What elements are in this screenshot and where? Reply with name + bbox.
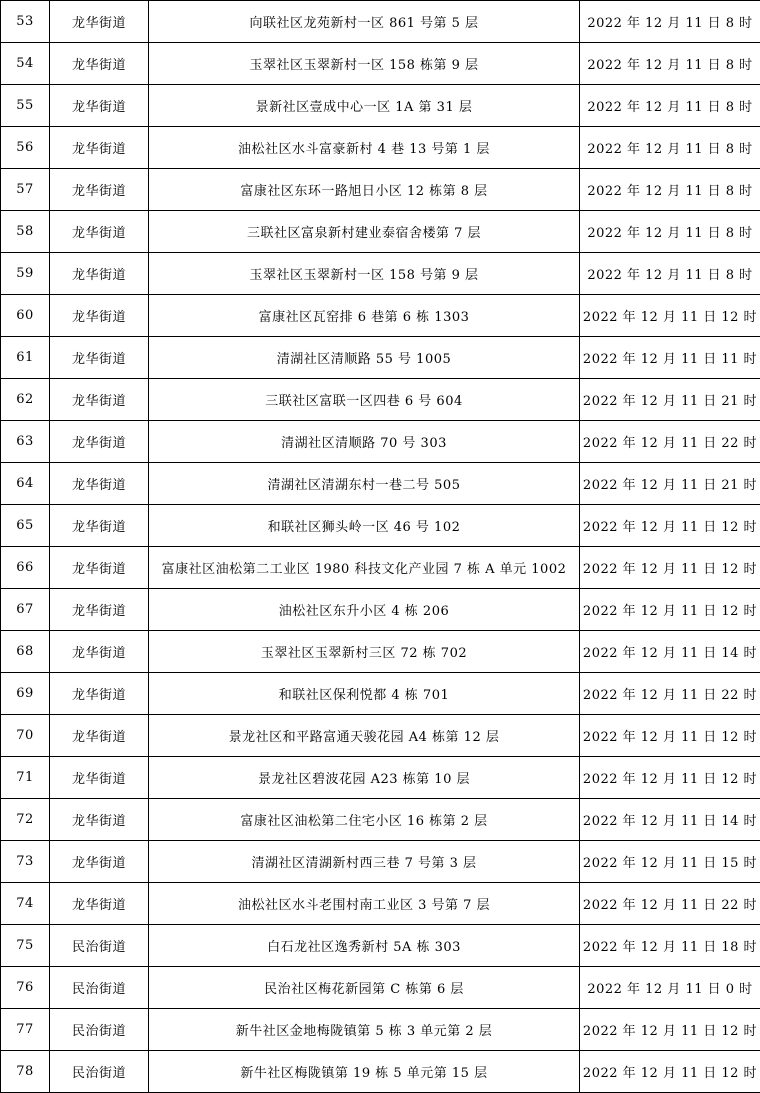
row-number-cell: 78 xyxy=(1,1051,50,1093)
street-cell: 龙华街道 xyxy=(50,1,149,43)
time-cell: 2022 年 12 月 11 日 15 时 xyxy=(580,841,760,883)
address-cell: 富康社区东环一路旭日小区 12 栋第 8 层 xyxy=(149,169,580,211)
street-cell: 龙华街道 xyxy=(50,253,149,295)
row-number-cell: 71 xyxy=(1,757,50,799)
row-number-cell: 57 xyxy=(1,169,50,211)
table-row xyxy=(1,337,760,379)
address-cell: 玉翠社区玉翠新村一区 158 号第 9 层 xyxy=(149,253,580,295)
time-cell: 2022 年 12 月 11 日 8 时 xyxy=(580,253,760,295)
table-row xyxy=(1,169,760,211)
row-number-cell: 76 xyxy=(1,967,50,1009)
row-number-cell: 69 xyxy=(1,673,50,715)
time-cell: 2022 年 12 月 11 日 12 时 xyxy=(580,505,760,547)
row-number-cell: 54 xyxy=(1,43,50,85)
address-cell: 富康社区油松第二住宅小区 16 栋第 2 层 xyxy=(149,799,580,841)
address-cell: 三联社区富泉新村建业泰宿舍楼第 7 层 xyxy=(149,211,580,253)
row-number-cell: 61 xyxy=(1,337,50,379)
street-cell: 龙华街道 xyxy=(50,589,149,631)
row-number-cell: 75 xyxy=(1,925,50,967)
table-row xyxy=(1,379,760,421)
street-cell: 民治街道 xyxy=(50,925,149,967)
table-row xyxy=(1,127,760,169)
table-row xyxy=(1,715,760,757)
street-cell: 龙华街道 xyxy=(50,883,149,925)
row-number-cell: 74 xyxy=(1,883,50,925)
street-cell: 龙华街道 xyxy=(50,127,149,169)
row-number-cell: 59 xyxy=(1,253,50,295)
address-cell: 景新社区壹成中心一区 1A 第 31 层 xyxy=(149,85,580,127)
row-number-cell: 72 xyxy=(1,799,50,841)
time-cell: 2022 年 12 月 11 日 0 时 xyxy=(580,967,760,1009)
table-row xyxy=(1,211,760,253)
street-cell: 龙华街道 xyxy=(50,211,149,253)
time-cell: 2022 年 12 月 11 日 22 时 xyxy=(580,421,760,463)
address-cell: 玉翠社区玉翠新村一区 158 栋第 9 层 xyxy=(149,43,580,85)
street-cell: 龙华街道 xyxy=(50,757,149,799)
row-number-cell: 55 xyxy=(1,85,50,127)
table-row xyxy=(1,925,760,967)
row-number-cell: 63 xyxy=(1,421,50,463)
street-cell: 民治街道 xyxy=(50,1009,149,1051)
time-cell: 2022 年 12 月 11 日 12 时 xyxy=(580,547,760,589)
table-row xyxy=(1,673,760,715)
table-row xyxy=(1,841,760,883)
street-cell: 龙华街道 xyxy=(50,295,149,337)
time-cell: 2022 年 12 月 11 日 11 时 xyxy=(580,337,760,379)
address-cell: 富康社区瓦窑排 6 巷第 6 栋 1303 xyxy=(149,295,580,337)
time-cell: 2022 年 12 月 11 日 14 时 xyxy=(580,631,760,673)
time-cell: 2022 年 12 月 11 日 12 时 xyxy=(580,295,760,337)
address-cell: 油松社区水斗富豪新村 4 巷 13 号第 1 层 xyxy=(149,127,580,169)
street-cell: 龙华街道 xyxy=(50,547,149,589)
time-cell: 2022 年 12 月 11 日 12 时 xyxy=(580,589,760,631)
address-cell: 新牛社区梅陇镇第 19 栋 5 单元第 15 层 xyxy=(149,1051,580,1093)
street-cell: 龙华街道 xyxy=(50,337,149,379)
street-cell: 龙华街道 xyxy=(50,379,149,421)
table-row xyxy=(1,1009,760,1051)
address-cell: 白石龙社区逸秀新村 5A 栋 303 xyxy=(149,925,580,967)
time-cell: 2022 年 12 月 11 日 12 时 xyxy=(580,757,760,799)
table-row xyxy=(1,589,760,631)
address-cell: 清湖社区清湖新村西三巷 7 号第 3 层 xyxy=(149,841,580,883)
time-cell: 2022 年 12 月 11 日 22 时 xyxy=(580,673,760,715)
street-cell: 龙华街道 xyxy=(50,799,149,841)
row-number-cell: 53 xyxy=(1,1,50,43)
address-cell: 富康社区油松第二工业区 1980 科技文化产业园 7 栋 A 单元 1002 xyxy=(149,547,580,589)
time-cell: 2022 年 12 月 11 日 22 时 xyxy=(580,883,760,925)
table-row xyxy=(1,1,760,43)
table-row xyxy=(1,43,760,85)
address-cell: 油松社区水斗老围村南工业区 3 号第 7 层 xyxy=(149,883,580,925)
address-cell: 和联社区保利悦都 4 栋 701 xyxy=(149,673,580,715)
time-cell: 2022 年 12 月 11 日 21 时 xyxy=(580,379,760,421)
street-cell: 龙华街道 xyxy=(50,631,149,673)
time-cell: 2022 年 12 月 11 日 8 时 xyxy=(580,85,760,127)
table-row xyxy=(1,85,760,127)
table-body xyxy=(1,1,760,1093)
address-cell: 景龙社区和平路富通天骏花园 A4 栋第 12 层 xyxy=(149,715,580,757)
time-cell: 2022 年 12 月 11 日 21 时 xyxy=(580,463,760,505)
address-cell: 三联社区富联一区四巷 6 号 604 xyxy=(149,379,580,421)
row-number-cell: 67 xyxy=(1,589,50,631)
address-cell: 民治社区梅花新园第 C 栋第 6 层 xyxy=(149,967,580,1009)
table-row xyxy=(1,547,760,589)
street-cell: 民治街道 xyxy=(50,967,149,1009)
address-cell: 清湖社区清湖东村一巷二号 505 xyxy=(149,463,580,505)
street-cell: 龙华街道 xyxy=(50,169,149,211)
street-cell: 龙华街道 xyxy=(50,715,149,757)
address-cell: 清湖社区清顺路 55 号 1005 xyxy=(149,337,580,379)
street-cell: 龙华街道 xyxy=(50,421,149,463)
address-cell: 和联社区狮头岭一区 46 号 102 xyxy=(149,505,580,547)
table-row xyxy=(1,253,760,295)
row-number-cell: 60 xyxy=(1,295,50,337)
address-cell: 玉翠社区玉翠新村三区 72 栋 702 xyxy=(149,631,580,673)
address-cell: 景龙社区碧波花园 A23 栋第 10 层 xyxy=(149,757,580,799)
address-cell: 油松社区东升小区 4 栋 206 xyxy=(149,589,580,631)
table-row xyxy=(1,799,760,841)
time-cell: 2022 年 12 月 11 日 8 时 xyxy=(580,211,760,253)
time-cell: 2022 年 12 月 11 日 18 时 xyxy=(580,925,760,967)
street-cell: 龙华街道 xyxy=(50,673,149,715)
row-number-cell: 58 xyxy=(1,211,50,253)
row-number-cell: 73 xyxy=(1,841,50,883)
time-cell: 2022 年 12 月 11 日 12 时 xyxy=(580,1051,760,1093)
row-number-cell: 68 xyxy=(1,631,50,673)
time-cell: 2022 年 12 月 11 日 8 时 xyxy=(580,1,760,43)
row-number-cell: 77 xyxy=(1,1009,50,1051)
street-cell: 龙华街道 xyxy=(50,85,149,127)
row-number-cell: 66 xyxy=(1,547,50,589)
street-cell: 龙华街道 xyxy=(50,43,149,85)
time-cell: 2022 年 12 月 11 日 8 时 xyxy=(580,43,760,85)
time-cell: 2022 年 12 月 11 日 14 时 xyxy=(580,799,760,841)
street-cell: 龙华街道 xyxy=(50,841,149,883)
time-cell: 2022 年 12 月 11 日 8 时 xyxy=(580,127,760,169)
address-cell: 向联社区龙苑新村一区 861 号第 5 层 xyxy=(149,1,580,43)
street-cell: 民治街道 xyxy=(50,1051,149,1093)
table-row xyxy=(1,463,760,505)
address-cell: 新牛社区金地梅陇镇第 5 栋 3 单元第 2 层 xyxy=(149,1009,580,1051)
time-cell: 2022 年 12 月 11 日 12 时 xyxy=(580,1009,760,1051)
time-cell: 2022 年 12 月 11 日 12 时 xyxy=(580,715,760,757)
street-cell: 龙华街道 xyxy=(50,505,149,547)
table-row xyxy=(1,631,760,673)
table-row xyxy=(1,295,760,337)
address-cell: 清湖社区清顺路 70 号 303 xyxy=(149,421,580,463)
row-number-cell: 65 xyxy=(1,505,50,547)
row-number-cell: 56 xyxy=(1,127,50,169)
table-row xyxy=(1,757,760,799)
row-number-cell: 70 xyxy=(1,715,50,757)
time-cell: 2022 年 12 月 11 日 8 时 xyxy=(580,169,760,211)
table-row xyxy=(1,883,760,925)
table-row xyxy=(1,421,760,463)
street-cell: 龙华街道 xyxy=(50,463,149,505)
row-number-cell: 62 xyxy=(1,379,50,421)
row-number-cell: 64 xyxy=(1,463,50,505)
table-row xyxy=(1,1051,760,1093)
table-row xyxy=(1,967,760,1009)
table-row xyxy=(1,505,760,547)
